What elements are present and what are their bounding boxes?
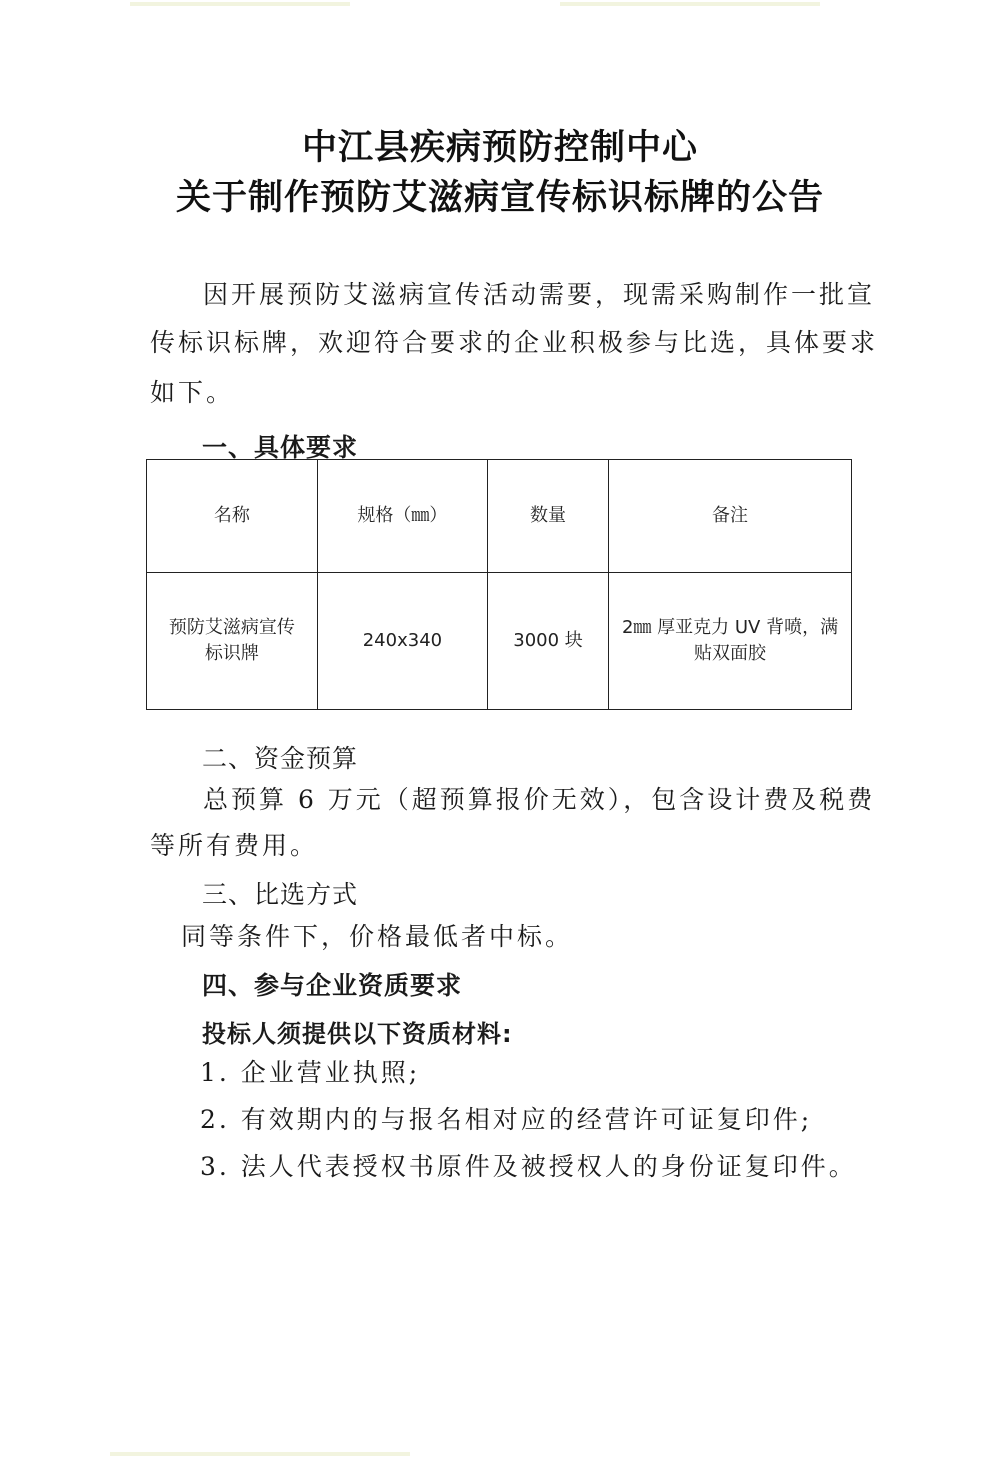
cell-quantity: 3000 块 bbox=[488, 573, 609, 710]
cell-name-line1: 预防艾滋病宣传 bbox=[168, 616, 295, 638]
scan-edge-mark bbox=[130, 2, 350, 6]
header-quantity: 数量 bbox=[488, 460, 609, 573]
cell-name-line2: 标识牌 bbox=[204, 643, 259, 664]
cell-spec: 240x340 bbox=[317, 573, 487, 710]
document-title-line1: 中江县疾病预防控制中心 bbox=[301, 128, 698, 168]
qualification-item-2: 2. 有效期内的与报名相对应的经营许可证复印件; bbox=[200, 1105, 813, 1134]
cell-note-line1: 2㎜ 厚亚克力 UV 背喷，满 bbox=[621, 616, 839, 638]
header-spec: 规格（㎜） bbox=[317, 460, 487, 573]
cell-note bbox=[609, 573, 852, 710]
scan-edge-mark bbox=[110, 1452, 410, 1456]
section2-heading: 二、资金预算 bbox=[202, 744, 359, 773]
cell-name bbox=[147, 573, 318, 710]
qualification-item-1: 1. 企业营业执照; bbox=[200, 1058, 421, 1087]
section2-line1: 总预算 6 万元（超预算报价无效），包含设计费及税费 bbox=[203, 785, 876, 814]
section2-line2: 等所有费用。 bbox=[150, 831, 319, 860]
document-title-line2: 关于制作预防艾滋病宣传标识标牌的公告 bbox=[175, 178, 824, 218]
section3-line1: 同等条件下，价格最低者中标。 bbox=[181, 922, 574, 951]
cell-note-line2: 贴双面胶 bbox=[694, 643, 767, 664]
header-note: 备注 bbox=[609, 460, 852, 573]
intro-line2: 传标识标牌，欢迎符合要求的企业积极参与比选，具体要求 bbox=[150, 328, 879, 357]
header-name: 名称 bbox=[147, 460, 318, 573]
section4-heading: 四、参与企业资质要求 bbox=[202, 971, 463, 1000]
scan-edge-mark bbox=[560, 2, 820, 6]
qualification-item-3: 3. 法人代表授权书原件及被授权人的身份证复印件。 bbox=[200, 1152, 857, 1181]
requirements-table bbox=[146, 459, 852, 710]
section4-subheading: 投标人须提供以下资质材料: bbox=[202, 1020, 513, 1048]
table-header-row bbox=[147, 460, 852, 573]
intro-line1: 因开展预防艾滋病宣传活动需要，现需采购制作一批宣 bbox=[203, 280, 876, 309]
table-row bbox=[147, 573, 852, 710]
intro-line3: 如下。 bbox=[150, 378, 235, 407]
section3-heading: 三、比选方式 bbox=[202, 880, 359, 909]
section1-heading: 一、具体要求 bbox=[202, 433, 359, 462]
